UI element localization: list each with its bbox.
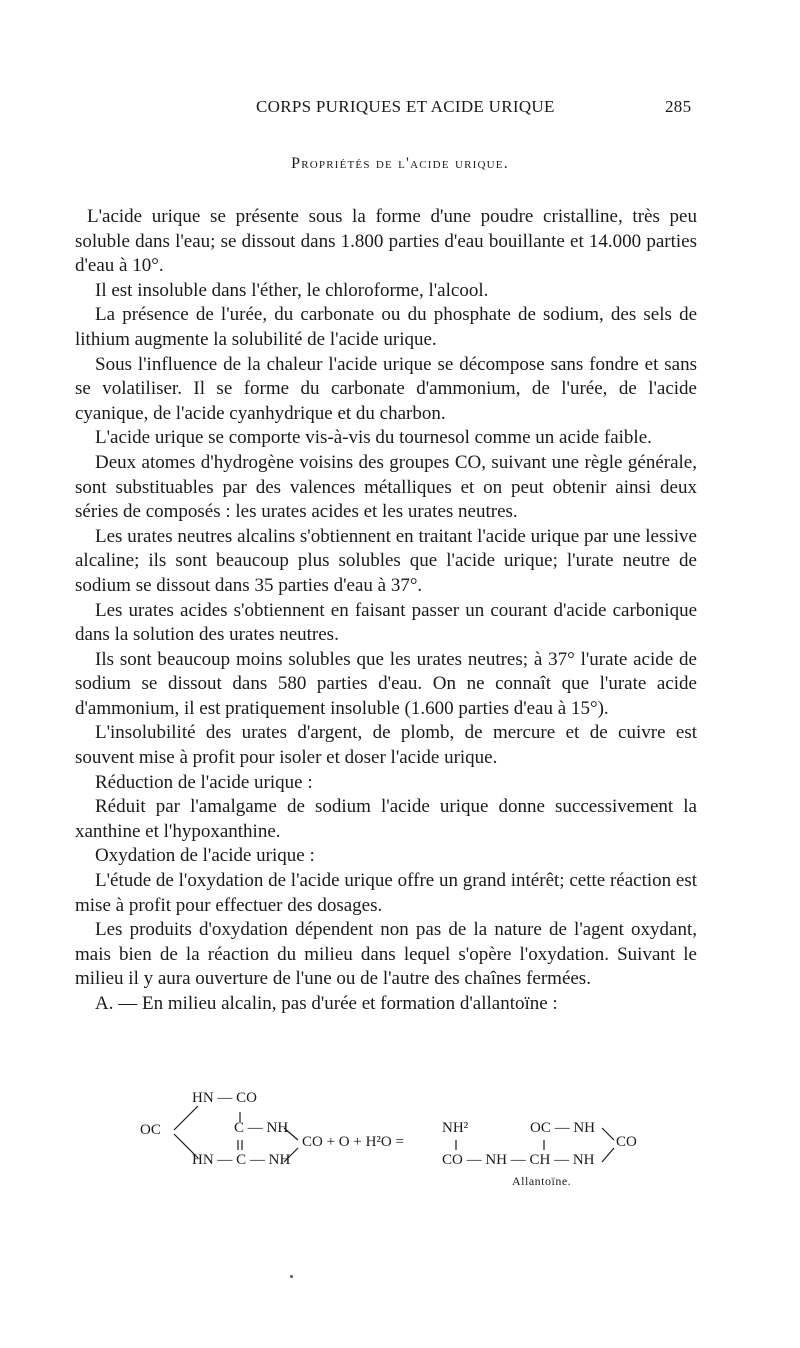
- formula-co-nh-ch-nh: CO — NH — CH — NH: [442, 1152, 595, 1168]
- bond-line: [602, 1128, 614, 1140]
- section-title: Propriétés de l'acide urique.: [291, 155, 509, 172]
- paragraph: Réduit par l'amalgame de sodium l'acide urique donne successivement la xanthine et l'hypoxanthine.: [75, 796, 697, 842]
- chemical-equation: [140, 1090, 660, 1190]
- paragraph: Sous l'influence de la chaleur l'acide urique se décompose sans fondre et sans se volatiliser. Il se forme du carbonate d'ammonium, de l'urée, de l'acide cyanique, de l'acide cyanhydrique et du charbon.: [75, 353, 697, 424]
- paragraph: Deux atomes d'hydrogène voisins des groupes CO, suivant une règle générale, sont substituables par des valences métalliques et on peut obtenir ainsi deux séries de composés : les urates acides et les urates neutres.: [75, 451, 697, 523]
- paragraph: L'étude de l'oxydation de l'acide urique offre un grand intérêt; cette réaction est mise à profit pour effectuer des dosages.: [75, 870, 697, 916]
- paragraph: L'insolubilité des urates d'argent, de plomb, de mercure et de cuivre est souvent mise à profit pour isoler et doser l'acide urique.: [75, 722, 697, 769]
- paragraph: Il est insoluble dans l'éther, le chloroforme, l'alcool.: [95, 279, 489, 301]
- bond-line: [602, 1148, 614, 1162]
- running-title: CORPS PURIQUES ET ACIDE URIQUE: [256, 97, 555, 116]
- bond-line: [174, 1106, 198, 1130]
- formula-product-label: Allantoïne.: [512, 1174, 572, 1188]
- paragraph: La présence de l'urée, du carbonate ou du phosphate de sodium, des sels de lithium augmente la solubilité de l'acide urique.: [75, 304, 697, 350]
- formula-c-nh: C — NH: [234, 1120, 289, 1136]
- paragraph: Ils sont beaucoup moins solubles que les urates neutres; à 37° l'urate acide de sodium se dissout dans 580 parties d'eau. On ne connaît que l'urate acide d'ammonium, il est pratiquement insoluble (1.600 parties d'eau à 15°).: [75, 648, 697, 719]
- paragraph: Les urates acides s'obtiennent en faisant passer un courant d'acide carbonique dans la solution des urates neutres.: [75, 599, 697, 646]
- paragraph: Réduction de l'acide urique :: [95, 771, 313, 793]
- print-speck: [290, 1275, 293, 1278]
- formula-co-right: CO: [616, 1134, 637, 1150]
- formula-oc-nh: OC — NH: [530, 1120, 596, 1136]
- paragraph: Oxydation de l'acide urique :: [95, 845, 315, 867]
- paragraph: Les produits d'oxydation dépendent non pas de la nature de l'agent oxydant, mais bien de la réaction du milieu dans lequel s'opère l'oxydation. Suivant le milieu il y aura ouverture de l'une ou de l'autre des chaînes fermées.: [75, 919, 697, 990]
- formula-reagents: CO + O + H²O =: [302, 1134, 404, 1150]
- formula-hn-co: HN — CO: [192, 1090, 258, 1106]
- paragraph: L'acide urique se présente sous la forme d'une poudre cristalline, très peu soluble dans l'eau; se dissout dans 1.800 parties d'eau bouillante et 14.000 parties d'eau à 10°.: [75, 206, 697, 277]
- body-text: [75, 205, 697, 1017]
- paragraph: Les urates neutres alcalins s'obtiennent en traitant l'acide urique par une lessive alcaline; ils sont beaucoup plus solubles que l'acide urique; l'urate neutre de sodium se dissout dans 35 parties d'eau à 37°.: [75, 525, 697, 596]
- formula-hn-c-nh: HN — C — NH: [192, 1152, 291, 1168]
- formula-oc-left: OC: [140, 1122, 161, 1138]
- paragraph: L'acide urique se comporte vis-à-vis du tournesol comme un acide faible.: [95, 427, 652, 449]
- page-number: 285: [665, 97, 692, 116]
- formula-nh2: NH²: [442, 1120, 469, 1136]
- paragraph: A. — En milieu alcalin, pas d'urée et formation d'allantoïne :: [95, 993, 558, 1014]
